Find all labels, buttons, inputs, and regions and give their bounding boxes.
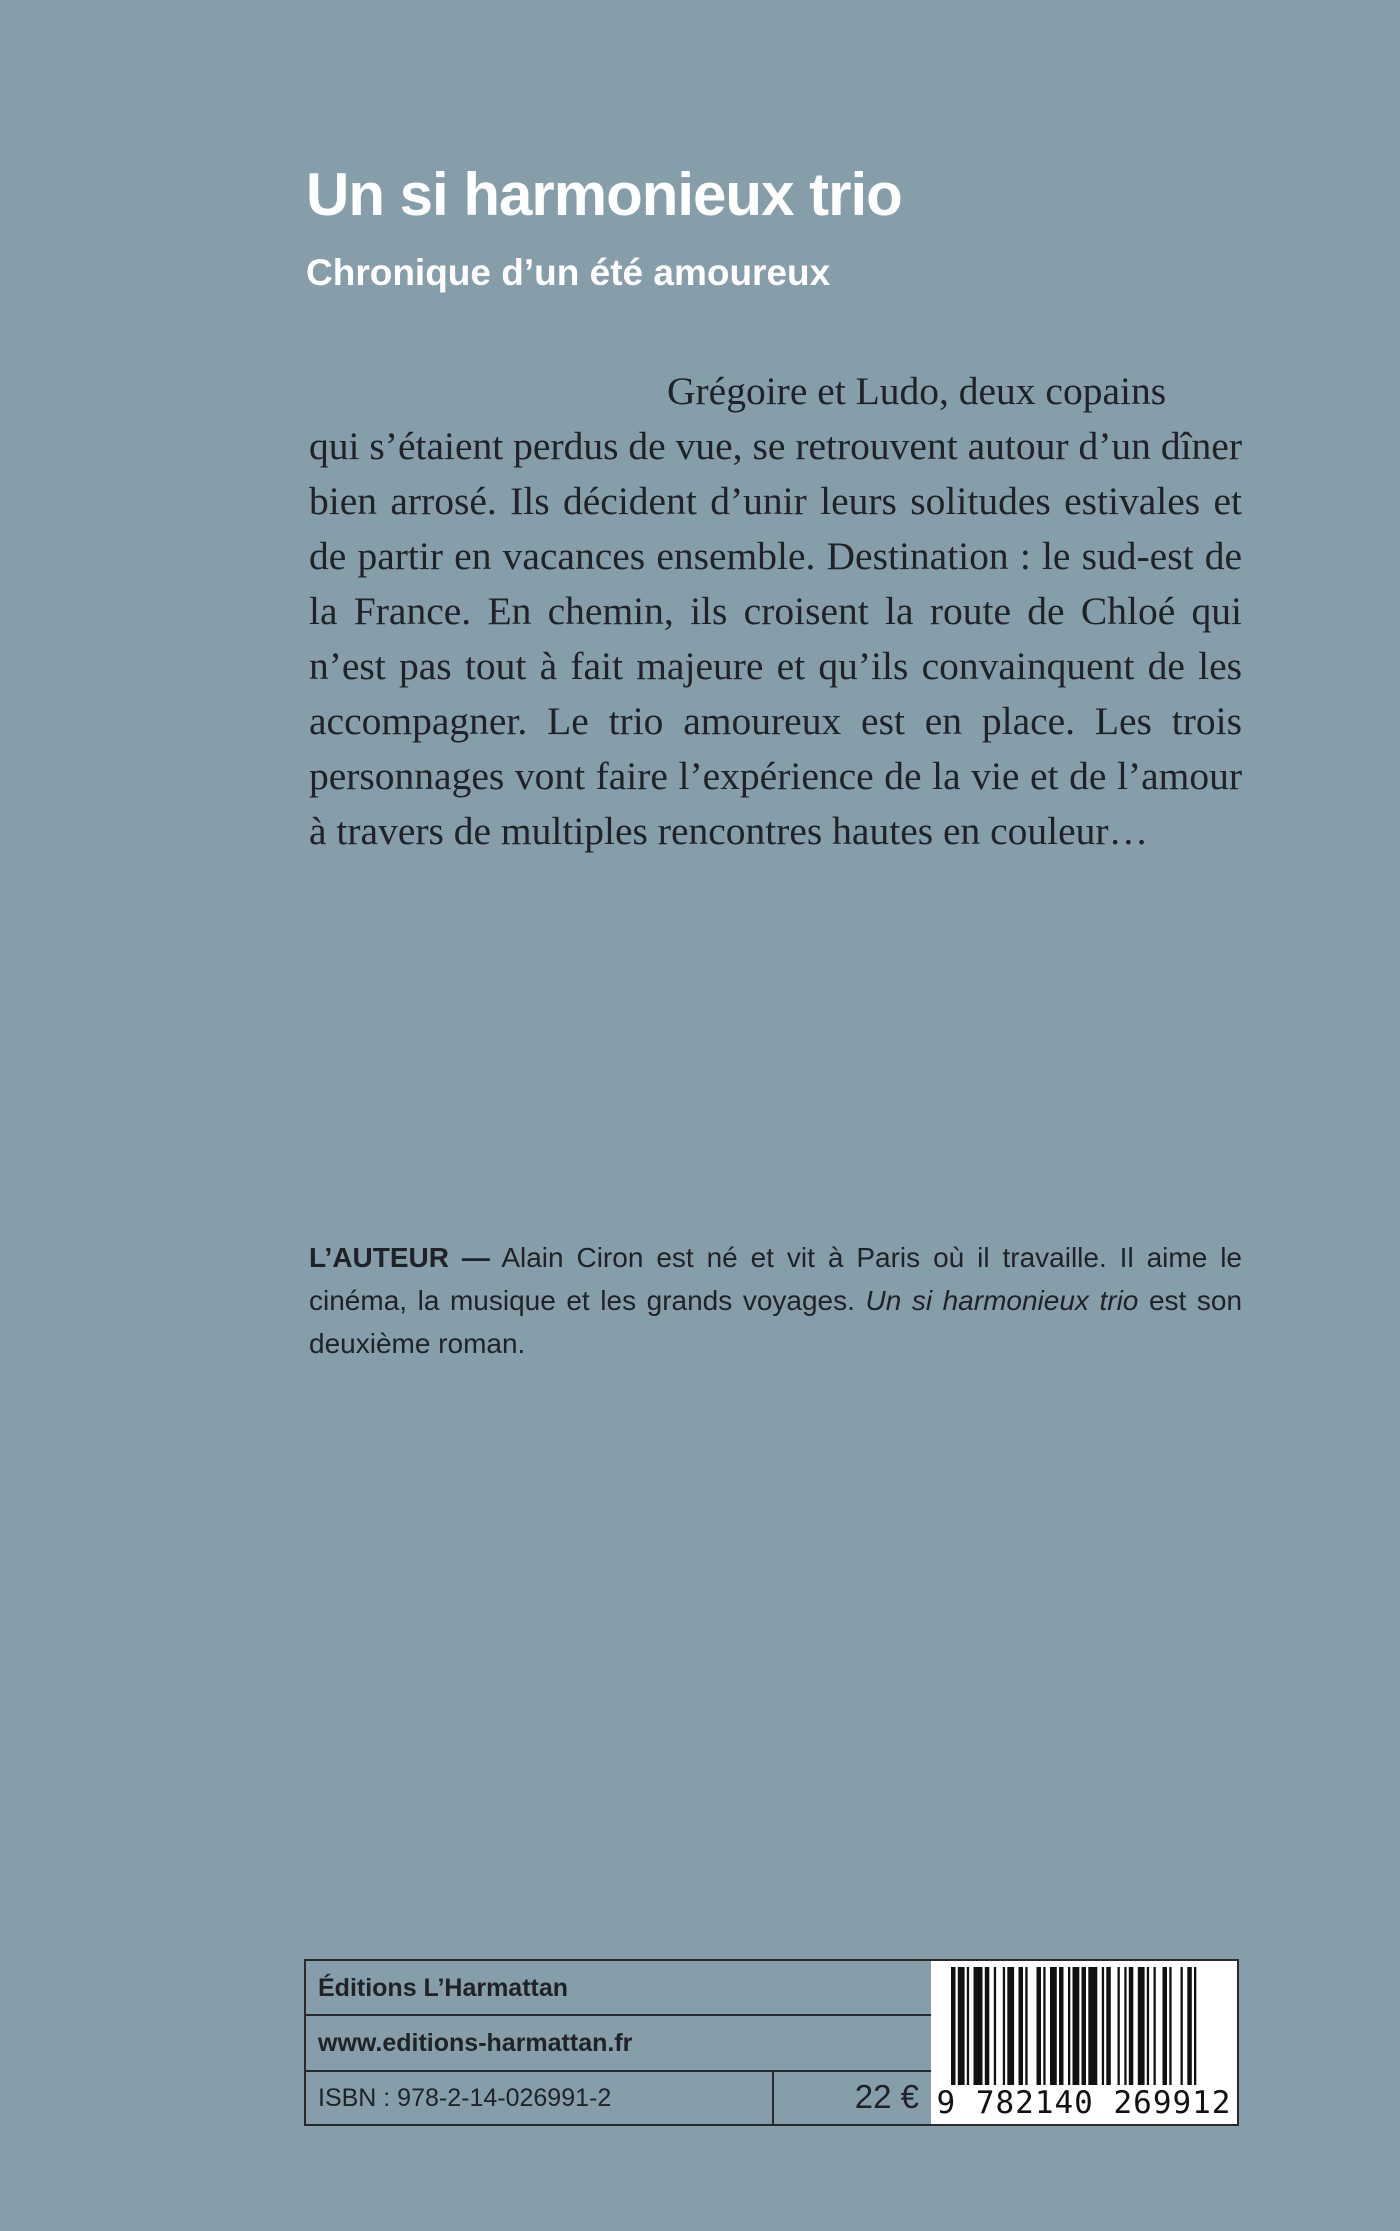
barcode-bar bbox=[1147, 1967, 1149, 2085]
book-subtitle: Chronique d’un été amoureux bbox=[306, 252, 831, 293]
barcode-bar bbox=[1106, 1967, 1111, 2085]
barcode-bar bbox=[1007, 1967, 1014, 2085]
price-cell bbox=[774, 2072, 931, 2124]
barcode-bar bbox=[1073, 1967, 1080, 2085]
barcode-bar bbox=[1088, 1967, 1097, 2085]
publisher-website-row bbox=[306, 2016, 931, 2072]
barcode bbox=[931, 1961, 1237, 2124]
barcode-bar bbox=[967, 1967, 969, 2085]
publisher-name: Éditions L’Harmattan bbox=[318, 1974, 569, 2002]
synopsis-body: qui s’étaient perdus de vue, se retrouvent autour d’un dîner bien arrosé. Ils décident d’unir leurs solitudes estivales et de partir en vacances ensemble. Destination : le sud-est de la France. En chemin, ils croisent la route de Chloé qui n’est pas tout à fait majeure et qu’ils convainquent de les accompagner. Le trio amoureux est en place. Les trois personnages vont faire l’expérience de la vie et de l’amour à travers de multiples rencontres hautes en couleur… bbox=[309, 424, 1242, 853]
barcode-bar bbox=[1019, 1967, 1024, 2085]
barcode-bar bbox=[1169, 1967, 1171, 2085]
publisher-box bbox=[304, 1959, 1239, 2126]
barcode-bar bbox=[1025, 1967, 1027, 2085]
barcode-bar bbox=[1154, 1967, 1156, 2085]
barcode-bar bbox=[1082, 1967, 1087, 2085]
barcode-bar bbox=[1181, 1967, 1183, 2085]
barcode-bar bbox=[951, 1967, 956, 2085]
isbn-cell bbox=[306, 2072, 774, 2124]
publisher-website: www.editions-harmattan.fr bbox=[318, 2029, 633, 2057]
barcode-bar bbox=[1163, 1967, 1168, 2085]
barcode-bar bbox=[994, 1967, 996, 2085]
barcode-bar bbox=[1124, 1967, 1126, 2085]
book-title: Un si harmonieux trio bbox=[306, 161, 902, 228]
barcode-bar bbox=[974, 1967, 983, 2085]
barcode-bar bbox=[1194, 1967, 1196, 2085]
barcode-bar bbox=[1129, 1967, 1134, 2085]
barcode-bar bbox=[1068, 1967, 1070, 2085]
synopsis bbox=[309, 364, 1242, 859]
barcode-digits: 9 782140 269912 bbox=[931, 2085, 1237, 2121]
barcode-bar bbox=[1138, 1967, 1145, 2085]
price: 22 € bbox=[854, 2078, 919, 2115]
isbn: ISBN : 978-2-14-026991-2 bbox=[318, 2084, 612, 2112]
author-bio bbox=[309, 1236, 1242, 1365]
barcode-bar bbox=[1059, 1967, 1064, 2085]
barcode-bar bbox=[1050, 1967, 1057, 2085]
barcode-bar bbox=[1037, 1967, 1042, 2085]
synopsis-first-line: Grégoire et Ludo, deux copains bbox=[667, 369, 1167, 413]
barcode-bar bbox=[958, 1967, 965, 2085]
barcode-bar bbox=[1003, 1967, 1005, 2085]
author-label: L’AUTEUR — bbox=[309, 1242, 490, 1273]
barcode-bar bbox=[1118, 1967, 1120, 2085]
author-bio-text-end: est son deuxième roman. bbox=[309, 1285, 1243, 1359]
publisher-name-row bbox=[306, 1961, 931, 2016]
author-bio-text: Alain Ciron est né et vit à Paris où il travaille. Il aime le cinéma, la musique et les grands voyages. bbox=[309, 1242, 1242, 1316]
barcode-bar bbox=[1187, 1967, 1192, 2085]
barcode-bar bbox=[1102, 1967, 1104, 2085]
barcode-bar bbox=[1043, 1967, 1045, 2085]
author-book-title: Un si harmonieux trio bbox=[865, 1285, 1139, 1316]
barcode-bar bbox=[985, 1967, 990, 2085]
